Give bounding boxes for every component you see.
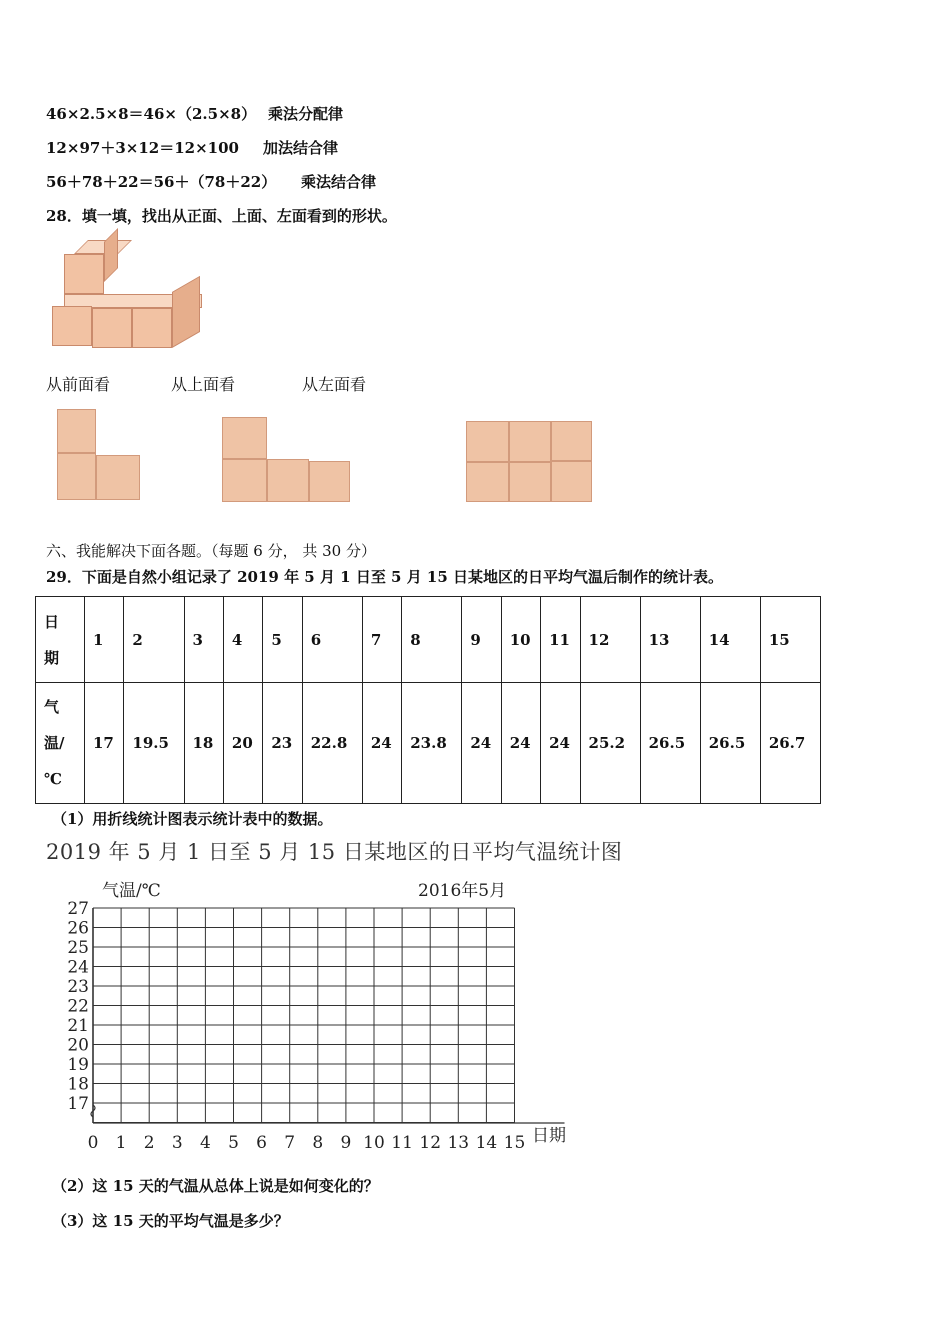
y-tick-label: 20 xyxy=(67,1035,89,1056)
x-tick-label: 14 xyxy=(475,1133,498,1152)
x-tick-label: 13 xyxy=(447,1133,470,1152)
temp-cell: 24 xyxy=(362,683,401,804)
header-char: 日 xyxy=(44,612,60,631)
day-cell: 5 xyxy=(263,597,302,683)
cube-face xyxy=(172,276,200,348)
day-cell: 10 xyxy=(501,597,540,683)
day-cell: 12 xyxy=(580,597,640,683)
temp-cell: 17 xyxy=(85,683,124,804)
y-axis-label: 气温/℃ xyxy=(102,881,161,901)
day-cell: 2 xyxy=(124,597,184,683)
law-line-1 xyxy=(46,103,343,124)
x-axis-label: 日期 xyxy=(532,1126,566,1146)
cube-face xyxy=(132,308,172,348)
law-name: 加法结合律 xyxy=(263,139,339,157)
sub-question-1: （1）用折线统计图表示统计表中的数据。 xyxy=(52,810,333,828)
q28-title: 28．填一填，找出从正面、上面、左面看到的形状。 xyxy=(46,207,397,225)
temp-cell: 18 xyxy=(184,683,223,804)
temp-cell: 22.8 xyxy=(302,683,362,804)
law-name: 乘法结合律 xyxy=(301,173,377,191)
temp-cell: 26.7 xyxy=(760,683,820,804)
temperature-line-chart xyxy=(60,872,590,1152)
x-tick-label: 3 xyxy=(171,1133,183,1152)
y-tick-label: 24 xyxy=(67,957,89,978)
day-cell: 11 xyxy=(541,597,580,683)
temp-cell: 24 xyxy=(501,683,540,804)
x-tick-label: 15 xyxy=(503,1133,526,1152)
header-char: ℃ xyxy=(44,770,62,789)
table-row-temps xyxy=(36,683,821,804)
x-tick-label: 5 xyxy=(228,1133,239,1152)
temp-cell: 19.5 xyxy=(124,683,184,804)
temp-cell: 20 xyxy=(223,683,262,804)
law-line-3 xyxy=(46,171,376,192)
cube-face xyxy=(64,254,104,294)
y-tick-label: 22 xyxy=(67,996,89,1017)
cube-face xyxy=(104,228,118,282)
view-label-front: 从前面看 xyxy=(46,375,111,394)
view-shape-2 xyxy=(222,417,352,503)
y-tick-label: 17 xyxy=(67,1094,89,1114)
x-tick-label: 4 xyxy=(199,1133,211,1152)
law-line-2 xyxy=(46,137,338,158)
day-cell: 1 xyxy=(85,597,124,683)
header-char: 期 xyxy=(44,648,60,667)
view-shape-1 xyxy=(57,409,142,501)
sub-question-3: （3）这 15 天的平均气温是多少？ xyxy=(52,1212,289,1230)
temp-cell: 25.2 xyxy=(580,683,640,804)
sub-question-2: （2）这 15 天的气温从总体上说是如何变化的？ xyxy=(52,1177,379,1195)
day-cell: 8 xyxy=(402,597,462,683)
section-heading: 六、我能解决下面各题。（每题 6 分， 共 30 分） xyxy=(46,542,376,560)
x-tick-labels xyxy=(88,1133,526,1152)
y-tick-label: 26 xyxy=(67,918,89,939)
x-tick-label: 10 xyxy=(363,1133,385,1152)
view-shape-3 xyxy=(466,421,594,503)
y-tick-labels xyxy=(67,899,89,1114)
view-label-top: 从上面看 xyxy=(171,375,236,394)
cube-face xyxy=(92,308,132,348)
day-cell: 3 xyxy=(184,597,223,683)
law-expr: 12×97＋3×12＝12×100 xyxy=(46,139,239,157)
law-expr: 46×2.5×8＝46×（2.5×8） xyxy=(46,105,257,123)
header-char: 温/ xyxy=(44,734,65,753)
y-tick-label: 21 xyxy=(67,1016,89,1036)
x-tick-label: 1 xyxy=(115,1133,127,1152)
y-tick-label: 25 xyxy=(67,938,89,958)
y-tick-label: 19 xyxy=(67,1055,89,1075)
x-tick-label: 11 xyxy=(391,1133,413,1152)
x-tick-label: 2 xyxy=(143,1133,155,1152)
y-tick-label: 23 xyxy=(67,977,89,997)
law-expr: 56＋78＋22＝56＋（78＋22） xyxy=(46,173,277,191)
view-label-left: 从左面看 xyxy=(302,375,367,394)
chart-grid xyxy=(91,908,565,1123)
header-cell-date xyxy=(36,597,85,683)
chart-title: 2019 年 5 月 1 日至 5 月 15 日某地区的日平均气温统计图 xyxy=(46,840,623,864)
temp-cell: 23 xyxy=(263,683,302,804)
temp-cell: 26.5 xyxy=(700,683,760,804)
y-tick-label: 18 xyxy=(67,1074,89,1095)
x-tick-label: 0 xyxy=(87,1133,99,1152)
day-cell: 6 xyxy=(302,597,362,683)
chart-note: 2016年5月 xyxy=(418,881,507,901)
cube-face xyxy=(52,306,92,346)
temp-cell: 26.5 xyxy=(640,683,700,804)
day-cell: 15 xyxy=(760,597,820,683)
day-cell: 13 xyxy=(640,597,700,683)
x-tick-label: 7 xyxy=(284,1133,296,1152)
day-cell: 7 xyxy=(362,597,401,683)
temp-cell: 24 xyxy=(462,683,501,804)
x-tick-label: 9 xyxy=(340,1133,352,1152)
x-tick-label: 12 xyxy=(419,1133,442,1152)
day-cell: 14 xyxy=(700,597,760,683)
day-cell: 4 xyxy=(223,597,262,683)
x-tick-label: 6 xyxy=(256,1133,268,1152)
day-cell: 9 xyxy=(462,597,501,683)
cube-figure xyxy=(50,240,210,350)
table-row-days xyxy=(36,597,821,683)
temp-cell: 24 xyxy=(541,683,580,804)
header-cell-temp xyxy=(36,683,85,804)
cube-face xyxy=(74,240,132,254)
temp-cell: 23.8 xyxy=(402,683,462,804)
header-char: 气 xyxy=(44,698,60,717)
x-tick-label: 8 xyxy=(312,1133,324,1152)
law-name: 乘法分配律 xyxy=(268,105,344,123)
q29-title: 29．下面是自然小组记录了 2019 年 5 月 1 日至 5 月 15 日某地区的日平均气温后制作的统计表。 xyxy=(46,568,724,586)
temperature-table xyxy=(35,596,821,804)
y-tick-label: 27 xyxy=(67,899,89,919)
